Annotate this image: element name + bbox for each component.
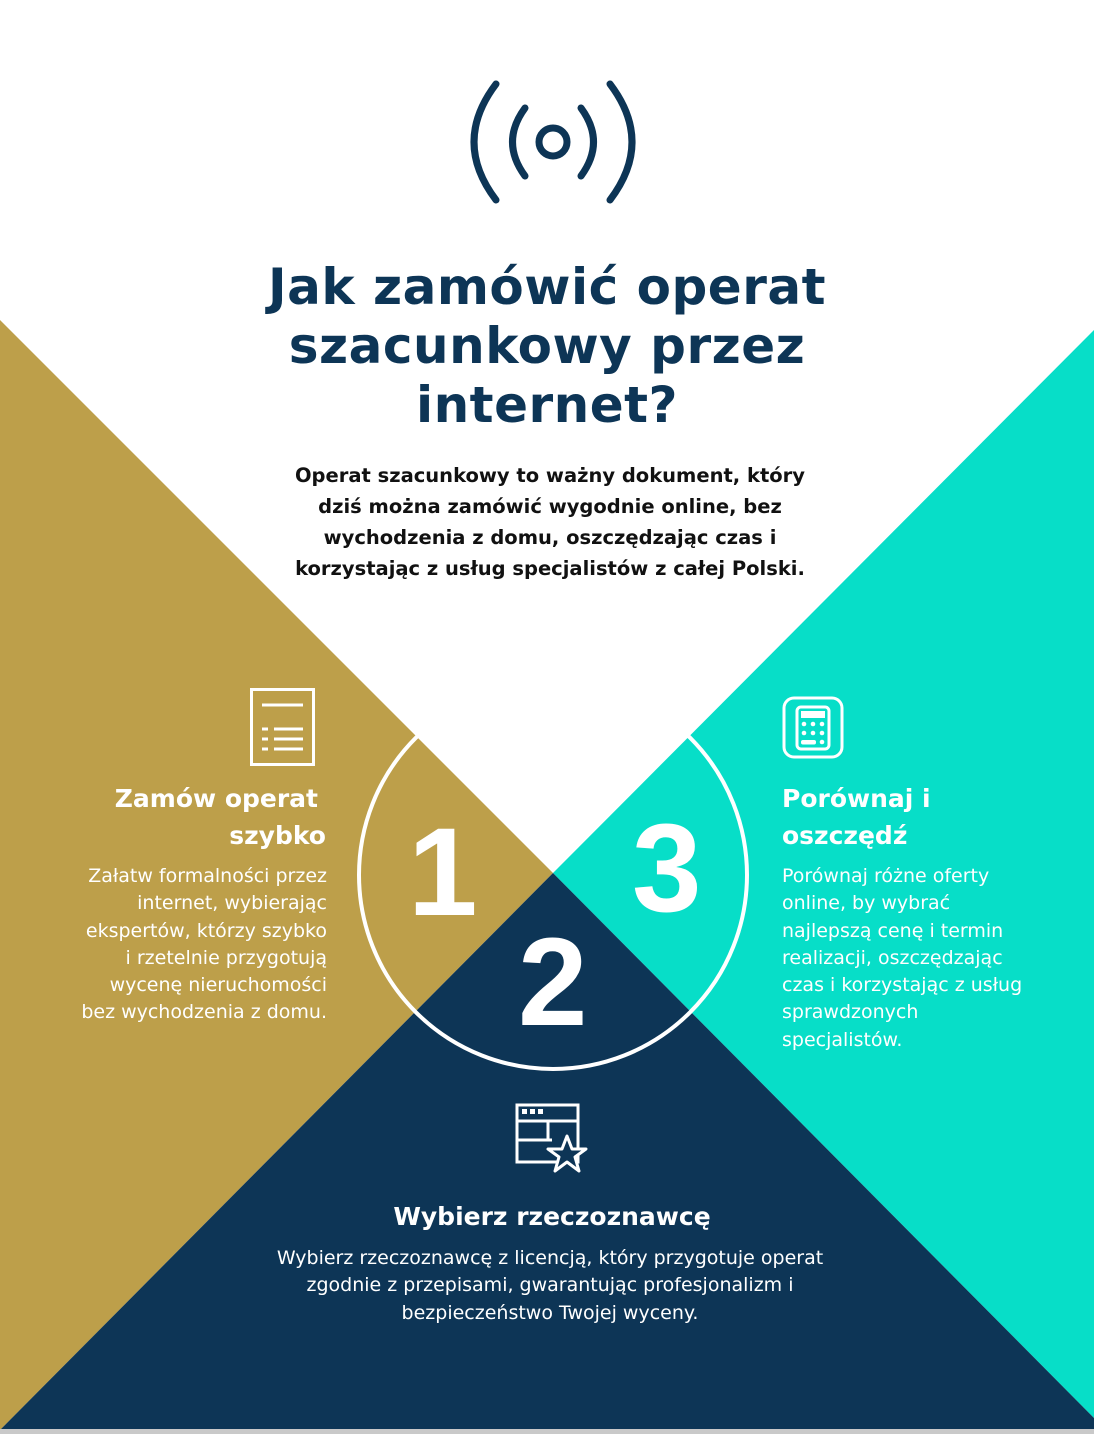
step-text-line: bezpieczeństwo Twojej wyceny. bbox=[401, 1301, 699, 1324]
broadcast-signal-icon bbox=[474, 84, 632, 200]
intro-line: wychodzenia z domu, oszczędzając czas i bbox=[323, 526, 777, 549]
step-text-line: Załatw formalności przez bbox=[88, 865, 327, 887]
step-text-line: Porównaj różne oferty bbox=[782, 865, 990, 887]
step-title-line: Wybierz rzeczoznawcę bbox=[393, 1202, 711, 1231]
step-3-title bbox=[782, 780, 931, 854]
step-text-line: wycenę nieruchomości bbox=[109, 974, 327, 997]
step-2-number: 2 bbox=[518, 913, 588, 1052]
step-3-number: 3 bbox=[632, 799, 702, 938]
intro-line: dziś można zamówić wygodnie online, bez bbox=[318, 495, 782, 518]
step-text-line: Wybierz rzeczoznawcę z licencją, który przygotuje operat bbox=[276, 1247, 824, 1269]
step-text-line: bez wychodzenia z domu. bbox=[81, 1001, 327, 1024]
title-line: szacunkowy przez bbox=[288, 317, 806, 375]
step-1-title bbox=[115, 780, 326, 854]
step-title-line: szybko bbox=[229, 821, 326, 850]
step-text-line: zgodnie z przepisami, gwarantując profesjonalizm i bbox=[306, 1274, 794, 1297]
step-title-line: Zamów operat bbox=[114, 784, 318, 813]
step-text-line: internet, wybierając bbox=[137, 892, 327, 915]
title-line: Jak zamówić operat bbox=[267, 258, 827, 316]
step-2-text bbox=[0, 1245, 1094, 1327]
step-title-line: Porównaj i bbox=[782, 784, 931, 813]
intro-line: korzystając z usług specjalistów z całej Polski. bbox=[295, 557, 805, 580]
step-text-line: realizacji, oszczędzając bbox=[782, 946, 1003, 969]
step-title-line: oszczędź bbox=[782, 821, 908, 850]
intro-line: Operat szacunkowy to ważny dokument, który bbox=[294, 464, 806, 487]
step-2-title bbox=[0, 1198, 1094, 1235]
step-text-line: ekspertów, którzy szybko bbox=[85, 919, 327, 942]
intro-text bbox=[0, 460, 1094, 584]
step-text-line: najlepszą cenę i termin bbox=[782, 919, 1004, 942]
bottom-divider bbox=[0, 1429, 1094, 1434]
step-text-line: sprawdzonych bbox=[782, 1001, 919, 1024]
step-3-text bbox=[782, 863, 1022, 1054]
step-text-line: czas i korzystając z usług bbox=[782, 974, 1023, 997]
step-1-text bbox=[81, 863, 327, 1027]
step-text-line: i rzetelnie przygotują bbox=[125, 946, 327, 969]
step-text-line: specjalistów. bbox=[782, 1028, 903, 1051]
step-text-line: online, by wybrać bbox=[782, 892, 951, 915]
page-title bbox=[0, 258, 1094, 435]
step-1-number: 1 bbox=[408, 803, 478, 942]
title-line: internet? bbox=[415, 376, 679, 434]
